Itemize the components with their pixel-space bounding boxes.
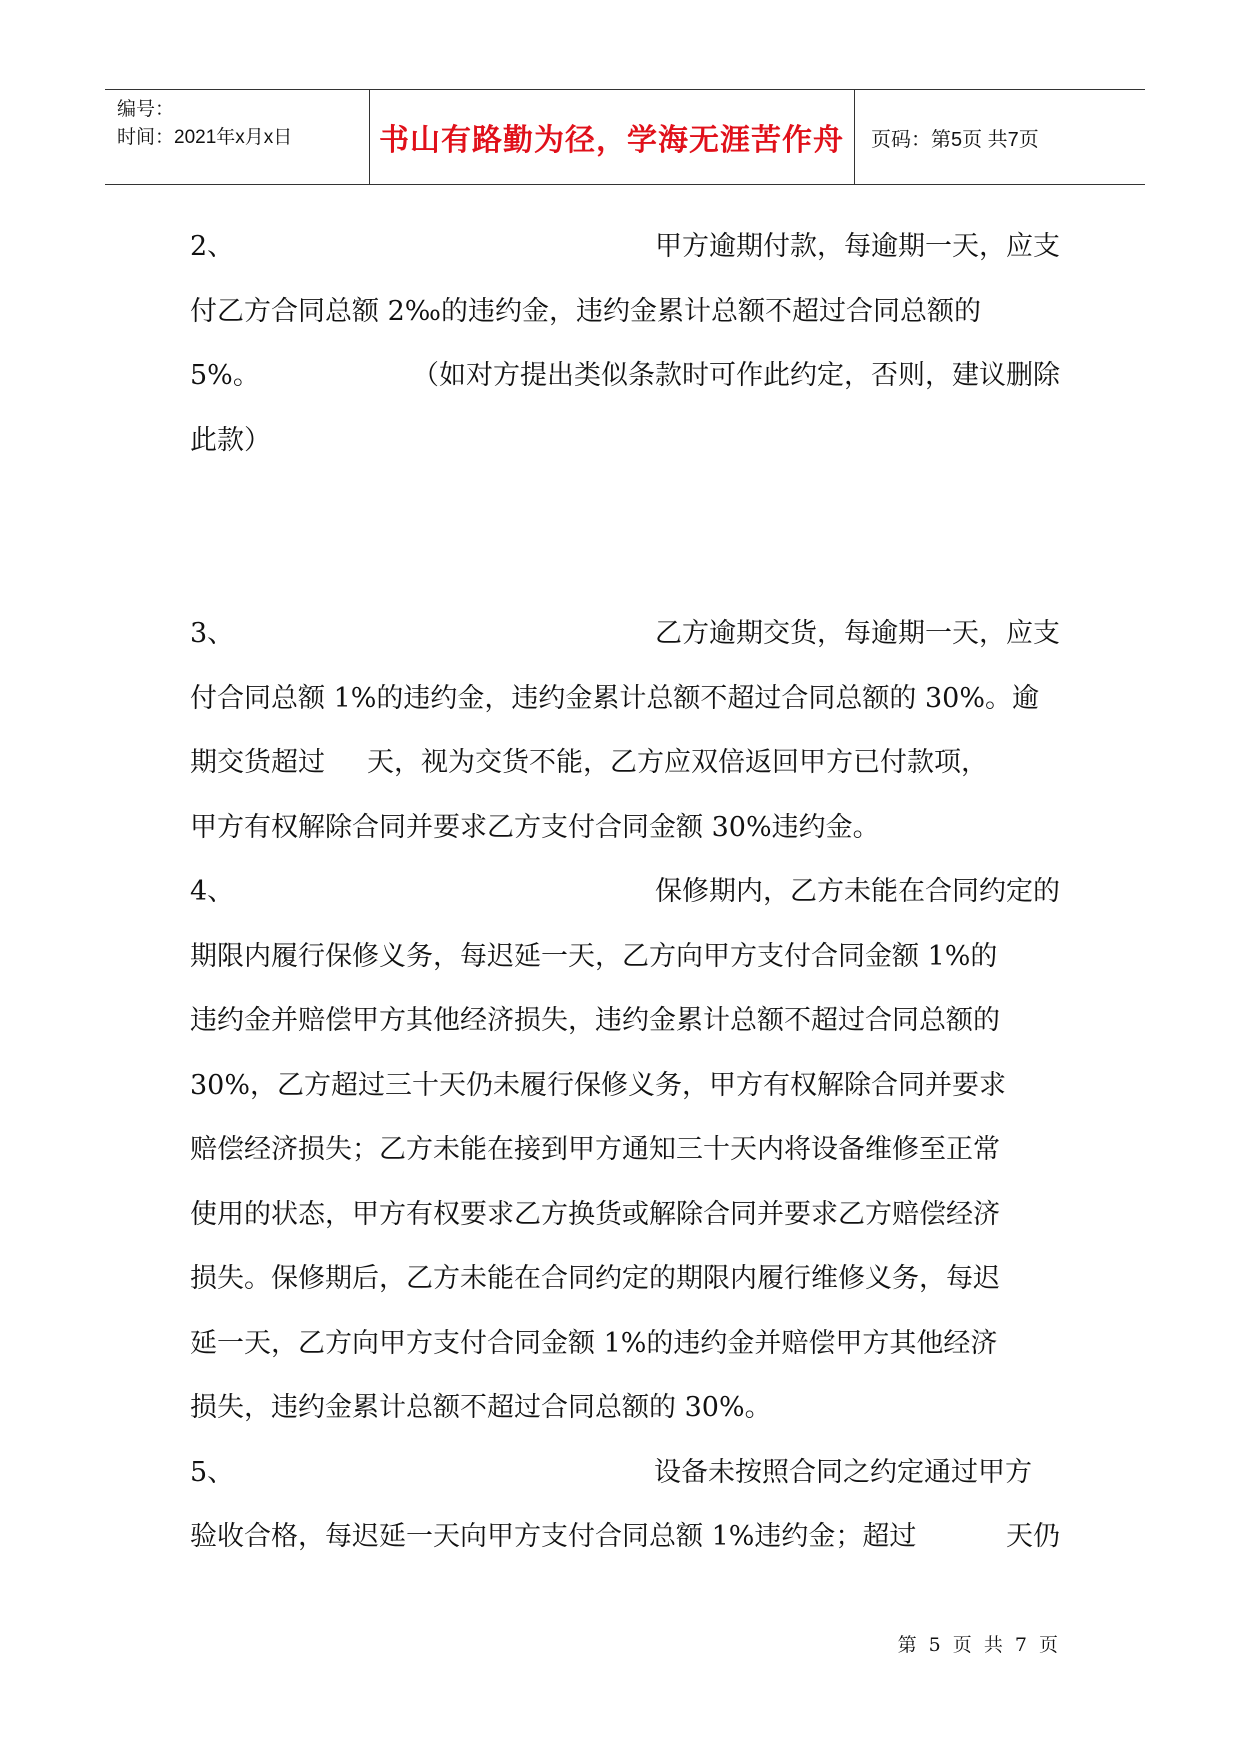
paragraph-4-text: 30%，乙方超过三十天仍未履行保修义务，甲方有权解除合同并要求 (190, 1069, 1007, 1101)
paragraph-2-line-4 (190, 409, 1060, 474)
paragraph-4-text: 期限内履行保修义务，每迟延一天，乙方向甲方支付合同金额 1%的 (190, 940, 998, 972)
paragraph-2-text: 付乙方合同总额 2‰的违约金，违约金累计总额不超过合同总额的 (190, 295, 981, 327)
paragraph-4-text: 违约金并赔偿甲方其他经济损失，违约金累计总额不超过合同总额的 (190, 1005, 1000, 1036)
paragraph-2-line-3 (190, 344, 1060, 409)
page-footer: 第 5 页 共 7 页 (897, 1634, 1061, 1656)
paragraph-3-text: 期交货超过 (190, 747, 325, 778)
paragraph-3-text: 甲方有权解除合同并要求乙方支付合同金额 30%违约金。 (190, 811, 880, 843)
paragraph-3-number: 3、 (190, 618, 235, 649)
paragraph-2-number: 2、 (190, 231, 235, 262)
header-time-label: 时间：2021年x月x日 (117, 127, 293, 148)
paragraph-4-line-4 (190, 1054, 1060, 1119)
paragraph-4-number: 4、 (190, 876, 235, 907)
paragraph-5-text: 验收合格，每迟延一天向甲方支付合同总额 1%违约金；超过 (190, 1521, 917, 1552)
paragraph-2-line-2 (190, 280, 1060, 345)
paragraph-5-line-2 (190, 1505, 1060, 1570)
paragraph-4-text: 延一天，乙方向甲方支付合同金额 1%的违约金并赔偿甲方其他经济 (190, 1327, 998, 1359)
paragraph-4-text: 赔偿经济损失；乙方未能在接到甲方通知三十天内将设备维修至正常 (190, 1134, 1000, 1165)
paragraph-3-line-4 (190, 796, 1060, 861)
paragraph-spacer (190, 473, 1060, 602)
paragraph-2-pct: 5%。 (190, 360, 260, 391)
paragraph-5-number: 5、 (190, 1456, 235, 1488)
paragraph-3-text: 付合同总额 1%的违约金，违约金累计总额不超过合同总额的 30%。逾 (190, 682, 1040, 714)
paragraph-4-text: 保修期内，乙方未能在合同约定的 (655, 876, 1060, 907)
paragraph-2-text: 甲方逾期付款，每逾期一天，应支 (655, 231, 1060, 262)
header-page-code: 页码：第5页 共7页 (871, 128, 1039, 151)
header-divider-right (854, 90, 855, 184)
paragraph-5-text: 天仍 (1006, 1521, 1060, 1552)
paragraph-2-text: 此款） (190, 424, 271, 456)
header-info (117, 96, 292, 152)
document-body (190, 215, 1060, 1570)
paragraph-5-line-1 (190, 1441, 1060, 1506)
paragraph-3-text: 天，视为交货不能，乙方应双倍返回甲方已付款项， (367, 747, 988, 778)
paragraph-4-text: 损失。保修期后，乙方未能在合同约定的期限内履行维修义务，每迟 (190, 1263, 1000, 1294)
paragraph-4-line-1 (190, 860, 1060, 925)
paragraph-4-line-7 (190, 1247, 1060, 1312)
paragraph-4-text: 损失，违约金累计总额不超过合同总额的 30%。 (190, 1392, 772, 1423)
page-header (105, 89, 1145, 185)
paragraph-5-text: 设备未按照合同之约定通过甲方 (654, 1456, 1032, 1488)
paragraph-3-text: 乙方逾期交货，每逾期一天，应支 (655, 618, 1060, 649)
paragraph-4-line-5 (190, 1118, 1060, 1183)
paragraph-4-line-8 (190, 1312, 1060, 1377)
header-number-label: 编号： (117, 99, 175, 120)
paragraph-4-line-3 (190, 989, 1060, 1054)
paragraph-2-line-1 (190, 215, 1060, 280)
paragraph-4-line-9 (190, 1376, 1060, 1441)
paragraph-3-line-1 (190, 602, 1060, 667)
paragraph-3-line-2 (190, 667, 1060, 732)
paragraph-4-line-2 (190, 925, 1060, 990)
paragraph-4-line-6 (190, 1183, 1060, 1248)
paragraph-3-line-3 (190, 731, 1060, 796)
header-motto: 书山有路勤为径，学海无涯苦作舟 (379, 123, 844, 158)
paragraph-2-note: （如对方提出类似条款时可作此约定，否则，建议删除 (412, 360, 1060, 391)
paragraph-4-text: 使用的状态，甲方有权要求乙方换货或解除合同并要求乙方赔偿经济 (190, 1198, 1000, 1230)
